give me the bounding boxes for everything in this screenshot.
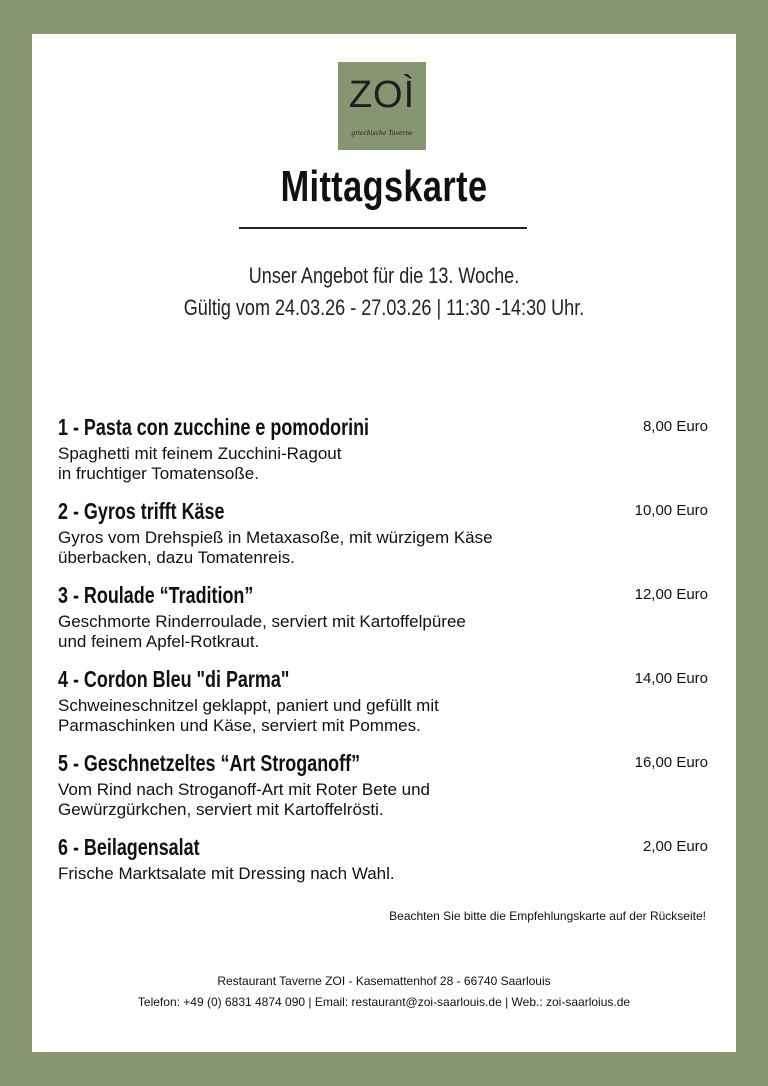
dish-price: 16,00 Euro: [634, 754, 708, 771]
title-underline: [239, 227, 527, 229]
menu-item: [58, 414, 708, 498]
dish-name: 5 - Geschnetzeltes “Art Stroganoff”: [58, 750, 361, 776]
backside-note: Beachten Sie bitte die Empfehlungskarte auf der Rückseite!: [389, 909, 706, 923]
menu-page: [32, 34, 736, 1052]
logo-subtext: griechische Taverne: [351, 130, 413, 137]
dish-price: 2,00 Euro: [642, 838, 708, 855]
dish-name: 4 - Cordon Bleu "di Parma": [58, 666, 290, 692]
dish-description: [58, 780, 618, 820]
description-line: Geschmorte Rinderroulade, serviert mit Kartoffelpüree: [58, 612, 466, 631]
description-line: in fruchtiger Tomatensoße.: [58, 464, 259, 483]
dish-description: [58, 612, 618, 652]
description-line: Schweineschnitzel geklappt, paniert und gefüllt mit: [58, 696, 439, 715]
dish-description: [58, 528, 618, 568]
logo-text: ZOÌ: [348, 74, 416, 116]
description-line: und feinem Apfel-Rotkraut.: [58, 632, 260, 651]
week-info: [95, 260, 672, 324]
menu-item: [58, 582, 708, 666]
menu-item: [58, 750, 708, 834]
dish-name: 6 - Beilagensalat: [58, 834, 200, 860]
validity-line: Gültig vom 24.03.26 - 27.03.26 | 11:30 -14:30 Uhr.: [183, 295, 585, 320]
page-title: Mittagskarte: [280, 162, 488, 211]
dish-description: [58, 444, 618, 484]
dish-description: [58, 864, 618, 884]
dish-name: 1 - Pasta con zucchine e pomodorini: [58, 414, 370, 440]
footer-address: Restaurant Taverne ZOI - Kasemattenhof 28 - 66740 Saarlouis: [217, 974, 551, 988]
menu-item: [58, 666, 708, 750]
footer: [32, 971, 736, 1013]
dish-name: 3 - Roulade “Tradition”: [58, 582, 254, 608]
dish-price: 14,00 Euro: [634, 670, 708, 687]
dish-price: 8,00 Euro: [642, 418, 708, 435]
dish-price: 10,00 Euro: [634, 502, 708, 519]
week-line: Unser Angebot für die 13. Woche.: [248, 263, 520, 288]
menu-list: [58, 414, 708, 918]
restaurant-logo: [338, 62, 426, 150]
dish-description: [58, 696, 618, 736]
dish-name: 2 - Gyros trifft Käse: [58, 498, 225, 524]
description-line: Vom Rind nach Stroganoff-Art mit Roter Bete und: [58, 780, 430, 799]
menu-item: [58, 498, 708, 582]
dish-price: 12,00 Euro: [634, 586, 708, 603]
description-line: Gyros vom Drehspieß in Metaxasoße, mit würzigem Käse: [58, 528, 493, 547]
description-line: Frische Marktsalate mit Dressing nach Wahl.: [58, 864, 395, 883]
menu-item: [58, 834, 708, 918]
description-line: Parmaschinken und Käse, serviert mit Pommes.: [58, 716, 421, 735]
description-line: Gewürzgürkchen, serviert mit Kartoffelrösti.: [58, 800, 384, 819]
description-line: Spaghetti mit feinem Zucchini-Ragout: [58, 444, 342, 463]
description-line: überbacken, dazu Tomatenreis.: [58, 548, 295, 567]
footer-contact: Telefon: +49 (0) 6831 4874 090 | Email: restaurant@zoi-saarlouis.de | Web.: zoi-saarloius.de: [137, 995, 631, 1009]
